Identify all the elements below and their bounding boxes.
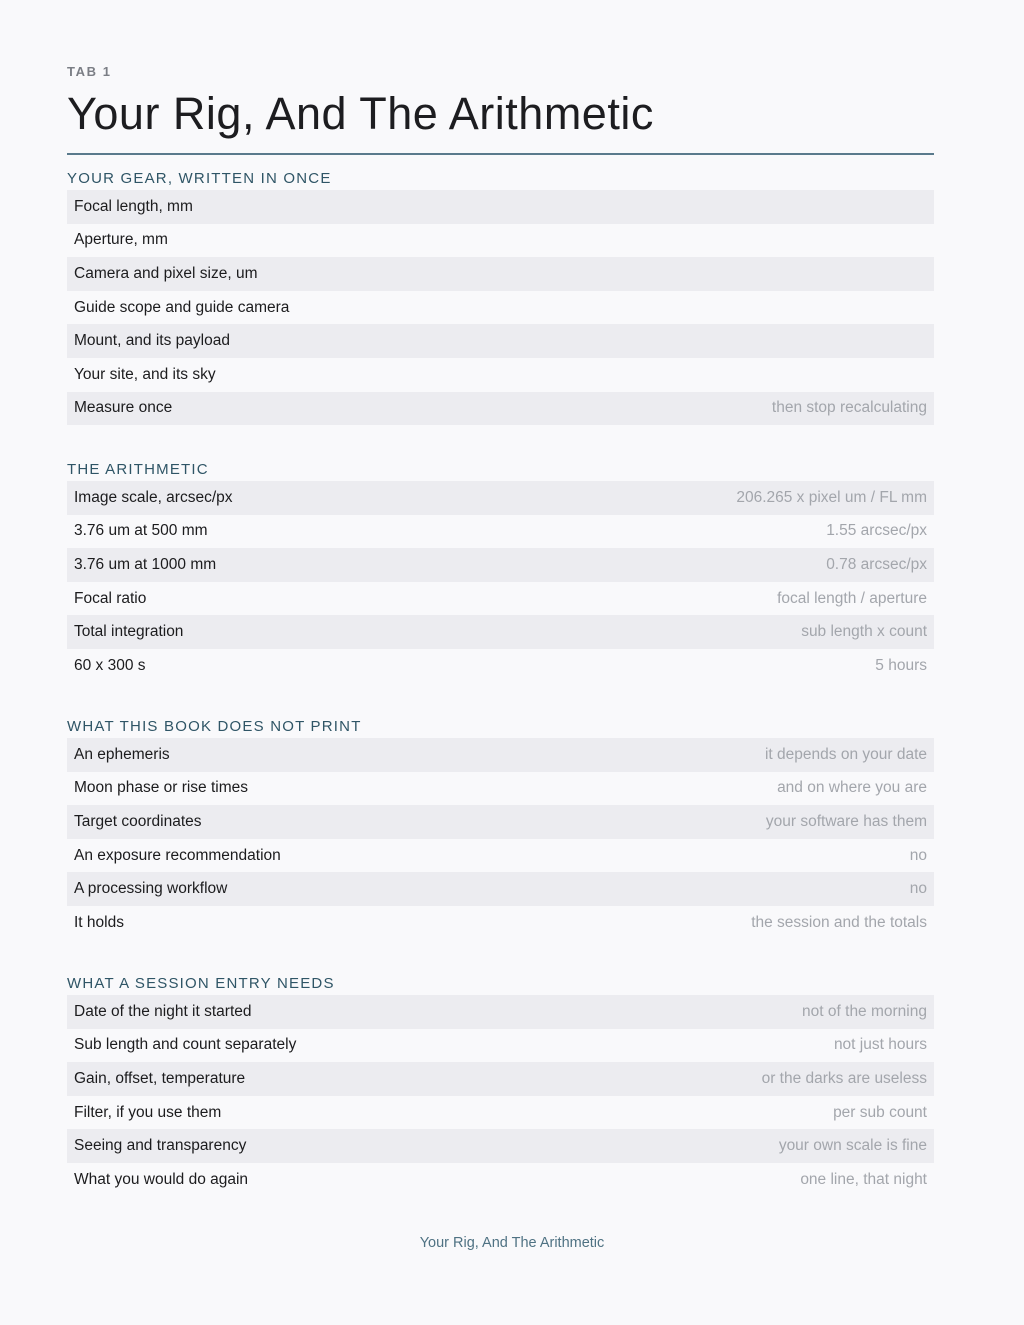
table-row [67, 615, 934, 649]
section-arithmetic [67, 458, 934, 683]
row-value: one line, that night [800, 1170, 927, 1188]
table-row [67, 1062, 934, 1096]
row-value: 206.265 x pixel um / FL mm [736, 488, 927, 506]
table-row [67, 872, 934, 906]
row-label: Mount, and its payload [74, 332, 230, 350]
row-label: A processing workflow [74, 880, 228, 898]
title-divider [67, 153, 934, 155]
row-label: Image scale, arcsec/px [74, 488, 233, 506]
table-row [67, 805, 934, 839]
row-value: your own scale is fine [778, 1137, 927, 1155]
tab-label: TAB 1 [67, 64, 112, 79]
row-label: Filter, if you use them [74, 1103, 222, 1121]
row-label: Gain, offset, temperature [74, 1069, 246, 1087]
section-rows [67, 190, 934, 425]
table-row [67, 481, 934, 515]
row-value: focal length / aperture [777, 589, 927, 607]
row-label: Focal length, mm [74, 197, 193, 215]
table-row [67, 548, 934, 582]
table-row [67, 224, 934, 258]
table-row [67, 1129, 934, 1163]
table-row [67, 649, 934, 683]
row-value: not of the morning [802, 1002, 927, 1020]
row-label: What you would do again [74, 1170, 249, 1188]
section-heading: WHAT A SESSION ENTRY NEEDS [67, 975, 335, 992]
row-label: Target coordinates [74, 812, 202, 830]
table-row [67, 906, 934, 940]
section-session-entry [67, 972, 934, 1197]
table-row [67, 1163, 934, 1197]
row-value: and on where you are [777, 779, 927, 797]
row-value: or the darks are useless [761, 1069, 927, 1087]
row-value: then stop recalculating [771, 399, 927, 417]
row-label: Date of the night it started [74, 1002, 252, 1020]
row-value: it depends on your date [764, 745, 927, 763]
row-value: per sub count [833, 1103, 927, 1121]
row-label: Moon phase or rise times [74, 779, 249, 797]
row-label: An exposure recommendation [74, 846, 281, 864]
section-heading: WHAT THIS BOOK DOES NOT PRINT [67, 718, 362, 735]
row-label: 3.76 um at 500 mm [74, 522, 208, 540]
row-label: Seeing and transparency [74, 1137, 247, 1155]
row-value: sub length x count [801, 623, 927, 641]
table-row [67, 324, 934, 358]
row-label: It holds [74, 913, 124, 931]
table-row [67, 358, 934, 392]
section-gear [67, 167, 934, 425]
row-label: Focal ratio [74, 589, 147, 607]
row-label: Sub length and count separately [74, 1036, 297, 1054]
table-row [67, 392, 934, 426]
table-row [67, 738, 934, 772]
row-label: Camera and pixel size, um [74, 264, 258, 282]
table-row [67, 515, 934, 549]
table-row [67, 582, 934, 616]
table-row [67, 1029, 934, 1063]
section-heading: THE ARITHMETIC [67, 461, 209, 478]
row-label: Aperture, mm [74, 231, 168, 249]
table-row [67, 1096, 934, 1130]
row-label: An ephemeris [74, 745, 170, 763]
row-value: 5 hours [875, 656, 927, 674]
section-rows [67, 995, 934, 1197]
row-label: Guide scope and guide camera [74, 298, 290, 316]
row-value: your software has them [765, 812, 927, 830]
row-label: 3.76 um at 1000 mm [74, 555, 217, 573]
table-row [67, 257, 934, 291]
row-label: Measure once [74, 399, 173, 417]
table-row [67, 839, 934, 873]
table-row [67, 190, 934, 224]
page-title: Your Rig, And The Arithmetic [67, 88, 654, 139]
row-value: the session and the totals [751, 913, 927, 931]
table-row [67, 995, 934, 1029]
row-value: 1.55 arcsec/px [826, 522, 927, 540]
row-label: 60 x 300 s [74, 656, 146, 674]
page-footer: Your Rig, And The Arithmetic [419, 1235, 605, 1251]
section-rows [67, 481, 934, 683]
section-not-printed [67, 715, 934, 940]
row-value: 0.78 arcsec/px [826, 555, 927, 573]
table-row [67, 291, 934, 325]
section-heading: YOUR GEAR, WRITTEN IN ONCE [67, 170, 332, 187]
row-value: no [909, 880, 927, 898]
row-label: Total integration [74, 623, 184, 641]
row-value: no [909, 846, 927, 864]
row-label: Your site, and its sky [74, 365, 216, 383]
section-rows [67, 738, 934, 940]
table-row [67, 772, 934, 806]
row-value: not just hours [833, 1036, 927, 1054]
